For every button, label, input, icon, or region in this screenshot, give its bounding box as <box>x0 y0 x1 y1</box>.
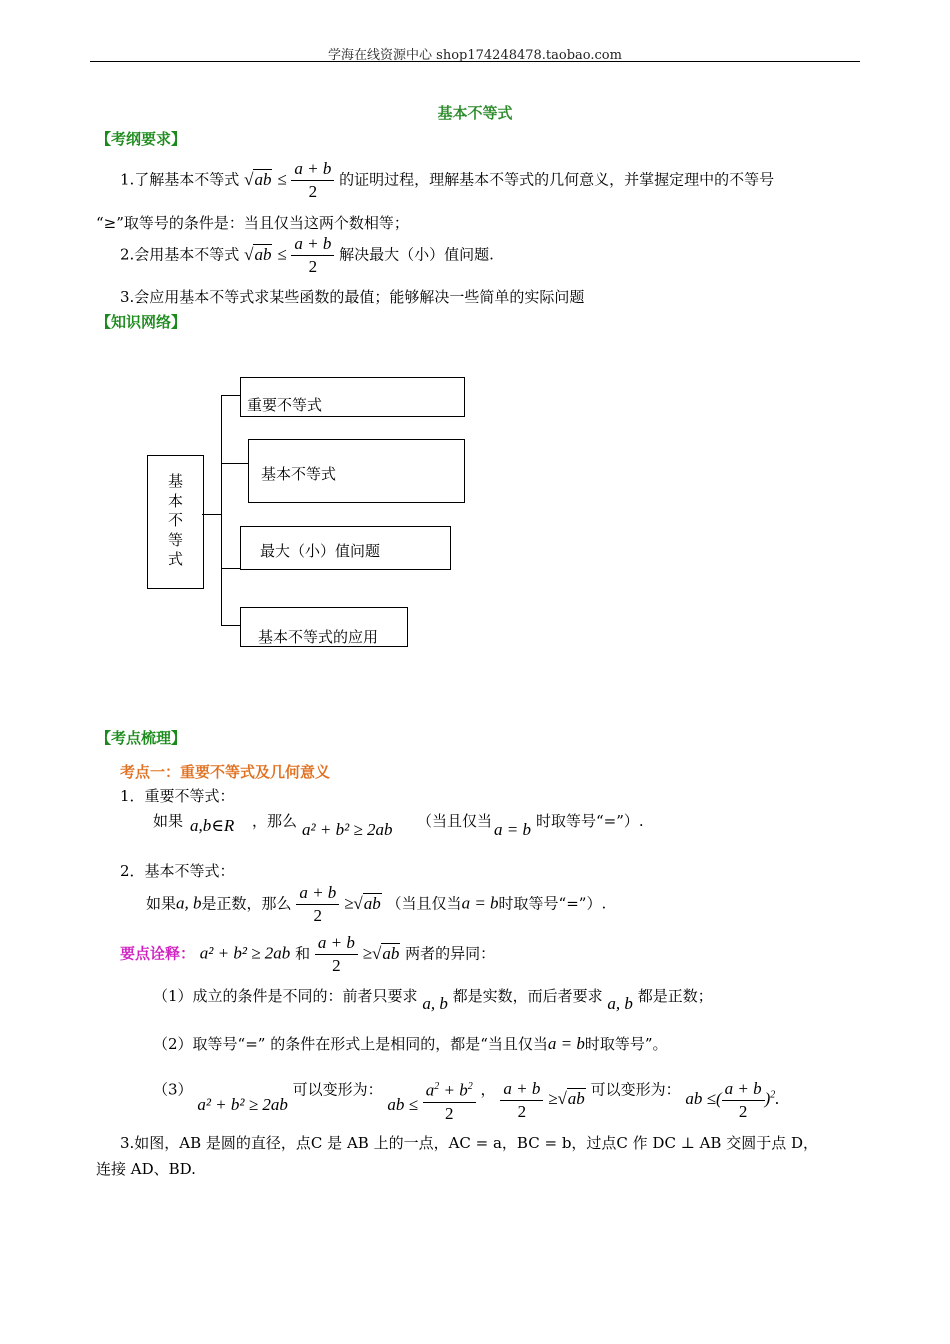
req1-text-a: 1.了解基本不等式 <box>120 170 240 189</box>
diagram-root-box <box>147 455 204 589</box>
note-3-ab-leq: ab ≤ <box>387 1095 418 1115</box>
note-3-label: （3） <box>153 1080 193 1099</box>
diagram-node-application <box>240 607 408 647</box>
kp1-basic-line <box>146 882 606 927</box>
note-1-text-b: 都是实数，而后者要求 <box>452 987 603 1005</box>
note-1-text-c: 都是正数； <box>637 987 713 1005</box>
geq-sign: ≥ <box>548 1089 558 1109</box>
frac-a-plus-b-over-2: $\frac{a + b}{2}$ <box>291 158 334 203</box>
note-2-text-a: （2）取等号“=” 的条件在形式上是相同的，都是“当且仅当 <box>153 1035 548 1053</box>
leq-sign: ≤ <box>277 169 287 189</box>
note-3-squared: )$^2$. <box>764 1089 780 1109</box>
kp1-eq-cond2: a = b <box>461 893 499 913</box>
connector-branch-2 <box>221 463 248 464</box>
note-1-text-a: （1）成立的条件是不同的：前者只要求 <box>153 987 418 1005</box>
node-label: 基本不等式的应用 <box>258 628 379 646</box>
notes-and: 和 <box>295 944 311 963</box>
connector-branch-3 <box>221 568 240 569</box>
kp1-ineq1: a² + b² ≥ 2ab <box>302 820 393 839</box>
kp1-eq-note1: （当且仅当 <box>417 812 493 830</box>
frac-a-plus-b-over-2: $\frac{a + b}{2}$ <box>296 882 339 927</box>
diagram-node-basic-inequality <box>248 439 465 503</box>
connector-vertical <box>221 395 222 625</box>
page-header: 学海在线资源中心 shop174248478.taobao.com <box>328 48 622 63</box>
note-3 <box>153 1066 780 1123</box>
note-1-ab2: a, b <box>607 994 633 1013</box>
leq-sign: ≤ <box>277 244 287 264</box>
frac-a-plus-b-over-2: $\frac{a + b}{2}$ <box>722 1078 765 1123</box>
note-3-ineq: a² + b² ≥ 2ab <box>197 1095 288 1115</box>
note-2 <box>153 1033 668 1054</box>
geq-sign: ≥ <box>344 893 354 913</box>
requirement-1-cont: “≥”取等号的条件是：当且仅当这两个数相等； <box>96 214 409 232</box>
item-3-line-1: 3.如图，AB 是圆的直径，点C 是 AB 上的一点，AC = a，BC = b，过点C 作 DC ⊥ AB 交圆于点 D， <box>120 1134 818 1152</box>
kp1-cond2: a, b <box>176 893 202 913</box>
keypoint-1-heading: 考点一：重要不等式及几何意义 <box>120 763 331 781</box>
notes-label: 要点诠释： <box>120 944 196 963</box>
frac-a-plus-b-over-2: $\frac{a + b}{2}$ <box>291 233 334 278</box>
kp1-item1: 1．重要不等式： <box>120 787 235 805</box>
section-network: 【知识网络】 <box>96 313 187 331</box>
req1-text-b: 的证明过程，理解基本不等式的几何意义，并掌握定理中的不等号 <box>339 170 775 189</box>
note-3-ab-leq-paren: ab ≤( <box>685 1089 722 1109</box>
note-3-text-d: 可以变形为： <box>590 1080 681 1099</box>
kp1-eq-cond1: a = b <box>494 820 531 839</box>
sqrt-ab: √ab <box>557 1089 585 1109</box>
diagram-node-important-inequality <box>240 377 465 417</box>
req2-text-a: 2.会用基本不等式 <box>120 245 240 264</box>
frac-a2-plus-b2-over-2: $\frac{a^2 + b^2}{2}$ <box>423 1076 476 1125</box>
kp1-if2: 如果 <box>146 894 177 913</box>
node-label: 最大（小）值问题 <box>260 542 381 560</box>
kp1-if1: 如果 <box>153 812 184 830</box>
kp1-item2: 2．基本不等式： <box>120 862 235 880</box>
note-3-comma: ， <box>480 1080 496 1099</box>
header-rule <box>90 61 860 62</box>
connector-branch-1 <box>221 395 240 396</box>
connector-branch-4 <box>221 625 240 626</box>
section-requirements: 【考纲要求】 <box>96 130 187 148</box>
kp1-eq-tail1: 时取等号“=”）. <box>536 812 644 830</box>
notes-diff: 两者的异同： <box>405 944 496 963</box>
notes-intro-line <box>120 932 495 977</box>
sqrt-ab: √ab <box>244 169 272 189</box>
diagram-node-max-min <box>240 526 451 570</box>
kp1-eq-tail2: 时取等号“=”）. <box>498 894 607 913</box>
kp1-pos2: 是正数，那么 <box>201 894 292 913</box>
frac-a-plus-b-over-2: $\frac{a + b}{2}$ <box>500 1078 543 1123</box>
note-3-text-b: 可以变形为： <box>292 1080 383 1099</box>
kp1-cond1: a,b∈R <box>190 816 235 835</box>
kp1-then1: ，那么 <box>252 812 298 830</box>
geq-sign: ≥ <box>362 943 372 963</box>
note-1-ab1: a, b <box>422 994 448 1013</box>
item-3-line-2: 连接 AD、BD. <box>96 1160 196 1178</box>
note-1 <box>153 985 713 1013</box>
kp1-eq-note2: （当且仅当 <box>386 894 462 913</box>
node-label: 基本不等式 <box>261 465 337 483</box>
notes-intro-ineq: a² + b² ≥ 2ab <box>199 943 291 963</box>
node-label: 重要不等式 <box>247 396 323 414</box>
connector-root <box>202 514 222 515</box>
requirement-3: 3.会应用基本不等式求某些函数的最值；能够解决一些简单的实际问题 <box>120 288 585 306</box>
requirement-1 <box>120 158 774 203</box>
note-2-eq: a = b <box>547 1034 585 1053</box>
sqrt-ab: √ab <box>244 244 272 264</box>
frac-a-plus-b-over-2: $\frac{a + b}{2}$ <box>315 932 358 977</box>
note-2-text-b: 时取等号”。 <box>584 1035 668 1053</box>
requirement-2 <box>120 233 494 278</box>
sqrt-ab: √ab <box>371 943 400 963</box>
diagram-root-label: 基 本 不 等 式 <box>167 472 183 568</box>
req2-text-b: 解决最大（小）值问题. <box>339 245 494 264</box>
section-points: 【考点梳理】 <box>96 729 187 747</box>
page-title: 基本不等式 <box>437 104 513 122</box>
sqrt-ab: √ab <box>353 893 381 913</box>
